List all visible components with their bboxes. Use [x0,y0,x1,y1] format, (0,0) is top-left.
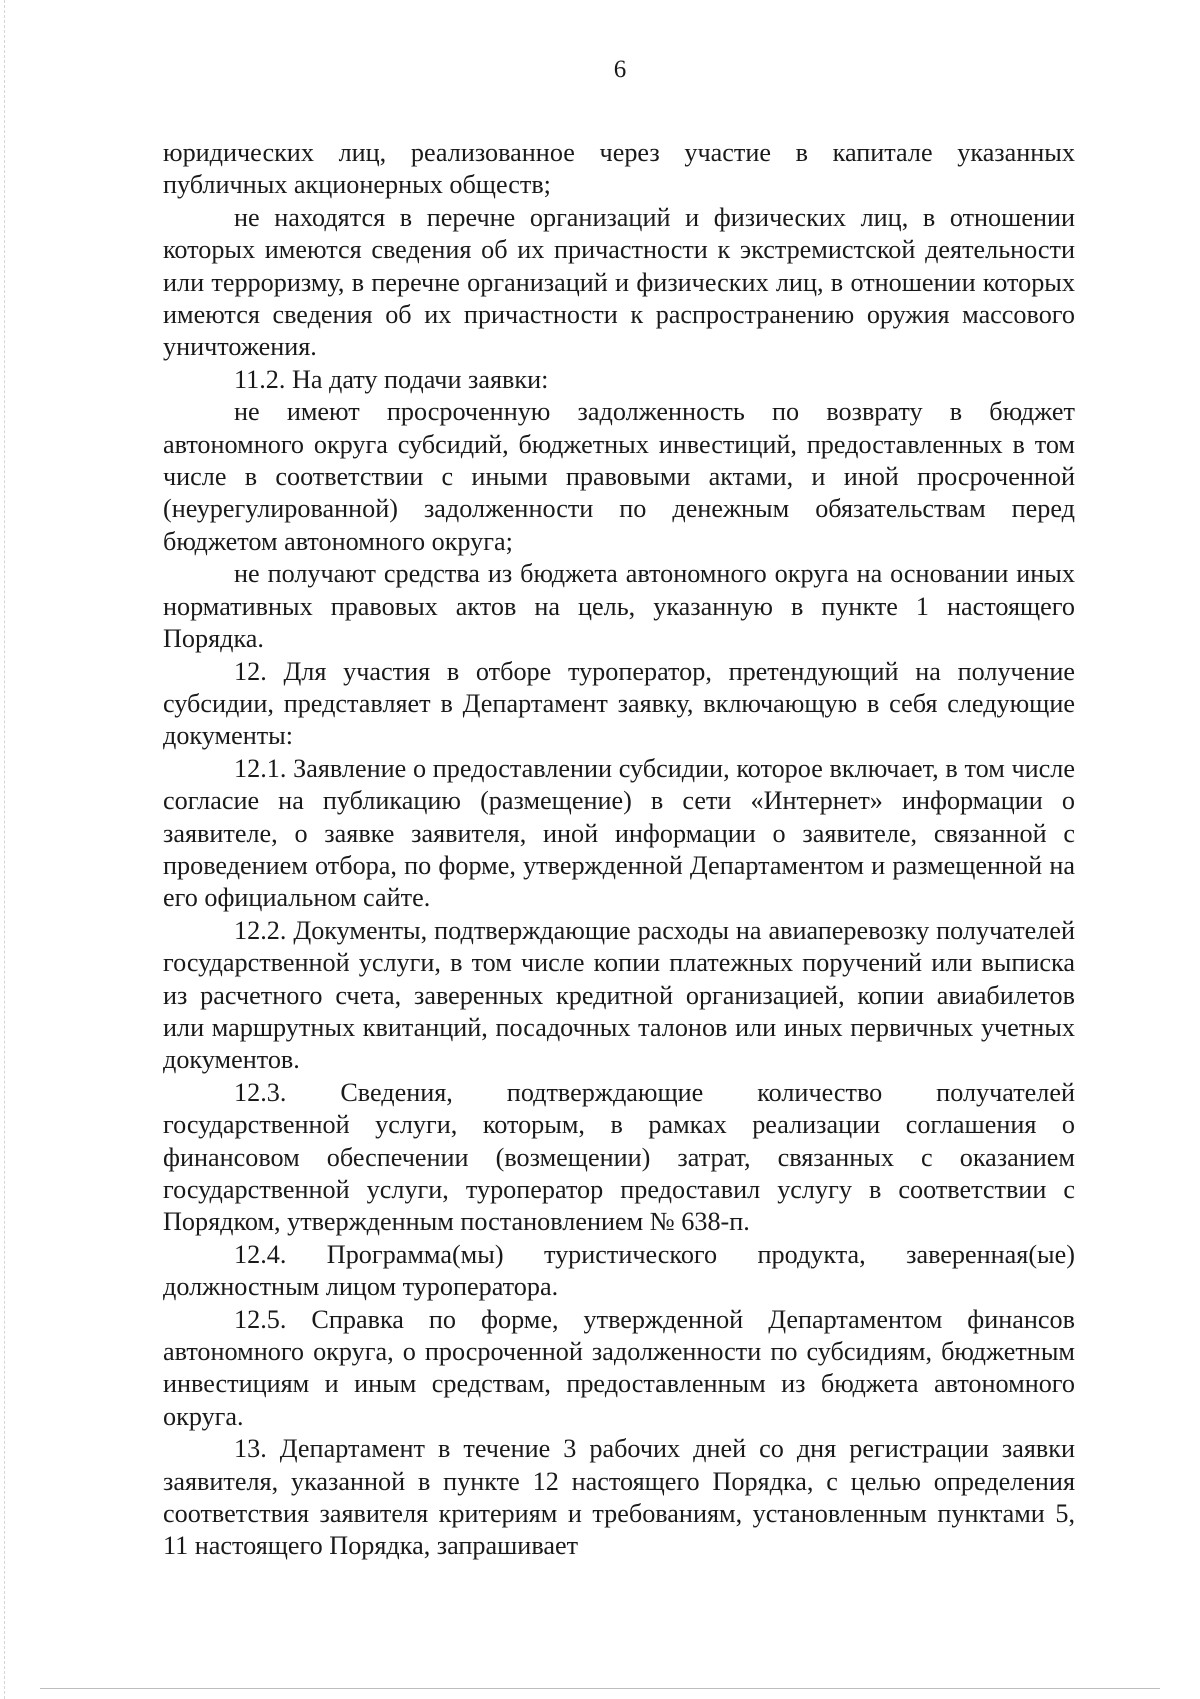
paragraph-11-2: 11.2. На дату подачи заявки: [234,364,549,394]
paragraph-12-5: 12.5. Справка по форме, утвержденной Департаментом финансов автономного округа, о просроченной задолженности по субсидиям, бюджетным инвестициям и иным средствам, предоставленным из бюджета автономного округа. [163,1304,1075,1431]
paragraph-12: 12. Для участия в отборе туроператор, претендующий на получение субсидии, представляет в Департамент заявку, включающую в себя следующие документы: [163,656,1075,751]
paragraph-12-3: 12.3. Сведения, подтверждающие количество получателей государственной услуги, которым, в рамках реализации соглашения о финансовом обеспечении (возмещении) затрат, связанных с оказанием государственной услуги, туроператор предоставил услугу в соответствии с Порядком, утвержденным постановлением № 638-п. [163,1077,1075,1237]
document-body [163,137,1075,1563]
paragraph: не имеют просроченную задолженность по возврату в бюджет автономного округа субсидий, бюджетных инвестиций, предоставленных в том числе в соответствии с иными правовыми актами, и иной просроченной (неурегулированной) задолженности по денежным обязательствам перед бюджетом автономного округа; [163,397,1075,556]
page-number: 6 [613,56,627,83]
paragraph-continuation: юридических лиц, реализованное через участие в капитале указанных публичных акционерных обществ; [163,138,1075,200]
paragraph-12-2: 12.2. Документы, подтверждающие расходы на авиаперевозку получателей государственной услуги, в том числе копии платежных поручений или выписка из расчетного счета, заверенных кредитной организацией, копии авиабилетов или маршрутных квитанций, посадочных талонов или иных первичных учетных документов. [163,915,1075,1075]
paragraph: не находятся в перечне организаций и физических лиц, в отношении которых имеются сведения об их причастности к экстремистской деятельности или терроризму, в перечне организаций и физических лиц, в отношении которых имеются сведения об их причастности к распространению оружия массового уничтожения. [163,202,1075,362]
scan-bottom-edge [40,1688,1160,1689]
paragraph: не получают средства из бюджета автономного округа на основании иных нормативных правовых актов на цель, указанную в пункте 1 настоящего Порядка. [163,559,1075,654]
scan-margin-mark [4,0,8,1699]
paragraph-13: 13. Департамент в течение 3 рабочих дней со дня регистрации заявки заявителя, указанной в пункте 12 настоящего Порядка, с целью определения соответствия заявителя критериям и требованиям, установленным пунктами 5, 11 настоящего Порядка, запрашивает [163,1434,1075,1561]
paragraph-12-4: 12.4. Программа(мы) туристического продукта, заверенная(ые) должностным лицом туроператора. [163,1239,1075,1302]
paragraph-12-1: 12.1. Заявление о предоставлении субсидии, которое включает, в том числе согласие на публикацию (размещение) в сети «Интернет» информации о заявителе, о заявке заявителя, иной информации о заявителе, связанной с проведением отбора, по форме, утвержденной Департаментом и размещенной на его официальном сайте. [163,753,1075,913]
